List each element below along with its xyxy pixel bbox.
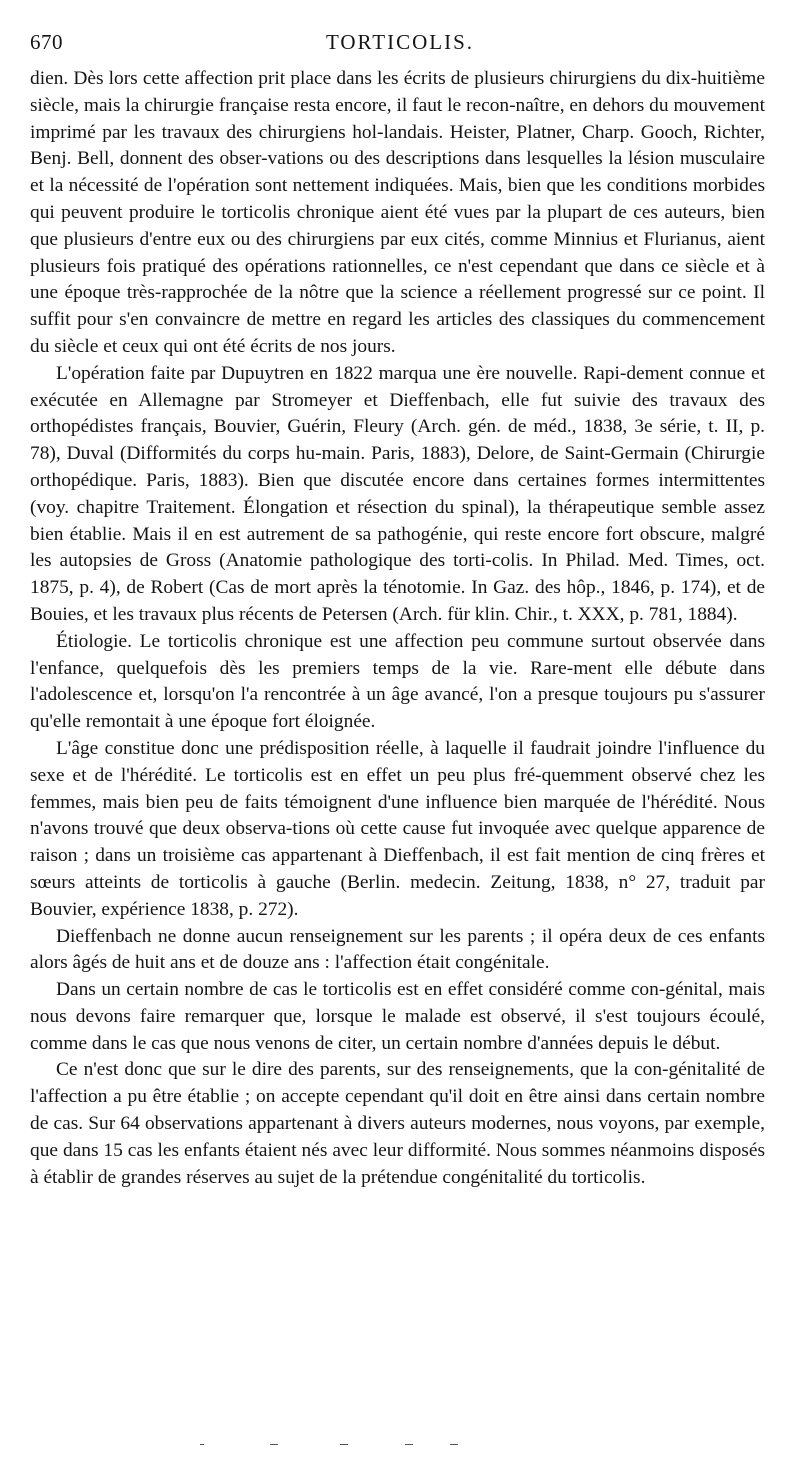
paragraph: Dieffenbach ne donne aucun renseignement sur les parents ; il opéra deux de ces enfants alors âgés de huit ans et de douze ans : l'affection était congénitale. [30,925,765,974]
footer-marks [190,1440,490,1450]
running-title: TORTICOLIS. [325,30,475,54]
paragraph: dien. Dès lors cette affection prit place dans les écrits de plusieurs chirurgiens du dix-huitième siècle, mais la chirurgie française resta encore, il faut le recon-naître, en dehors du mouvement imprimé par les travaux des chirurgiens hol-landais. Heister, Platner, Charp. Gooch, Richter, Benj. Bell, donnent des obser-vations ou des descriptions dans lesquelles la lésion musculaire et la nécessité de l'opération sont nettement indiquées. Mais, bien que les conditions morbides qui peuvent produire le torticolis chronique aient été vues par la plupart de ces auteurs, bien que plusieurs d'entre eux ou des chirurgiens par eux cités, comme Minnius et Flurianus, aient plusieurs fois pratiqué des opérations rationnelles, ce n'est cependant que dans ce siècle et à une époque très-rapprochée de la nôtre que la science a réellement progressé sur ce point. Il suffit pour s'en convaincre de mettre en regard les articles des classiques du commencement du siècle et ceux qui ont été écrits de nos jours. [30,68,765,357]
paragraph: Dans un certain nombre de cas le torticolis est en effet considéré comme con-génital, mais nous devons faire remarquer que, lorsque le malade est observé, il s'est toujours écoulé, comme dans le cas que nous venons de citer, un certain nombre d'années depuis le début. [30,979,765,1054]
page-number: 670 [30,30,63,54]
body-text [30,66,765,1191]
paragraph: Ce n'est donc que sur le dire des parents, sur des renseignements, que la con-génitalité de l'affection a pu être établie ; on accepte cependant qu'il doit en être ainsi dans certain nombre de cas. Sur 64 observations appartenant à divers auteurs modernes, nous voyons, par exemple, que dans 15 cas les enfants étaient nés avec leur difformité. Nous sommes néanmoins disposés à établir de grandes réserves au sujet de la prétendue congénitalité du torticolis. [30,1059,765,1188]
page-header [30,30,770,58]
paragraph: L'âge constitue donc une prédisposition réelle, à laquelle il faudrait joindre l'influence du sexe et de l'hérédité. Le torticolis est en effet un peu plus fré-quemment observé chez les femmes, mais bien peu de faits témoignent d'une influence bien marquée de l'hérédité. Nous n'avons trouvé que deux observa-tions où cette cause fut invoquée avec quelque apparence de raison ; dans un troisième cas appartenant à Dieffenbach, il est fait mention de cinq frères et sœurs atteints de torticolis à gauche (Berlin. medecin. Zeitung, 1838, n° 27, traduit par Bouvier, expérience 1838, p. 272). [30,737,765,920]
paragraph-etiologie: Étiologie. Le torticolis chronique est une affection peu commune surtout observée dans l'enfance, quelquefois dès les premiers temps de la vie. Rare-ment elle débute dans l'adolescence et, lorsqu'on l'a rencontrée à un âge avancé, l'on a presque toujours pu s'assurer qu'elle remontait à une époque fort éloignée. [30,630,765,733]
paragraph: L'opération faite par Dupuytren en 1822 marqua une ère nouvelle. Rapi-dement connue et exécutée en Allemagne par Stromeyer et Dieffenbach, elle fut suivie des travaux des orthopédistes français, Bouvier, Guérin, Fleury (Arch. gén. de méd., 1838, 3e série, t. II, p. 78), Duval (Difformités du corps hu-main. Paris, 1883), Delore, de Saint-Germain (Chirurgie orthopédique. Paris, 1883). Bien que discutée encore dans certaines formes intermittentes (voy. chapitre Traitement. Élongation et résection du spinal), la thérapeutique semble assez bien établie. Mais il en est autrement de sa pathogénie, qui reste encore fort obscure, malgré les autopsies de Gross (Anatomie pathologique des torti-colis. In Philad. Med. Times, oct. 1875, p. 4), de Robert (Cas de mort après la ténotomie. In Gaz. des hôp., 1846, p. 174), et de Bouies, et les travaux plus récents de Petersen (Arch. für klin. Chir., t. XXX, p. 781, 1884). [30,362,765,625]
